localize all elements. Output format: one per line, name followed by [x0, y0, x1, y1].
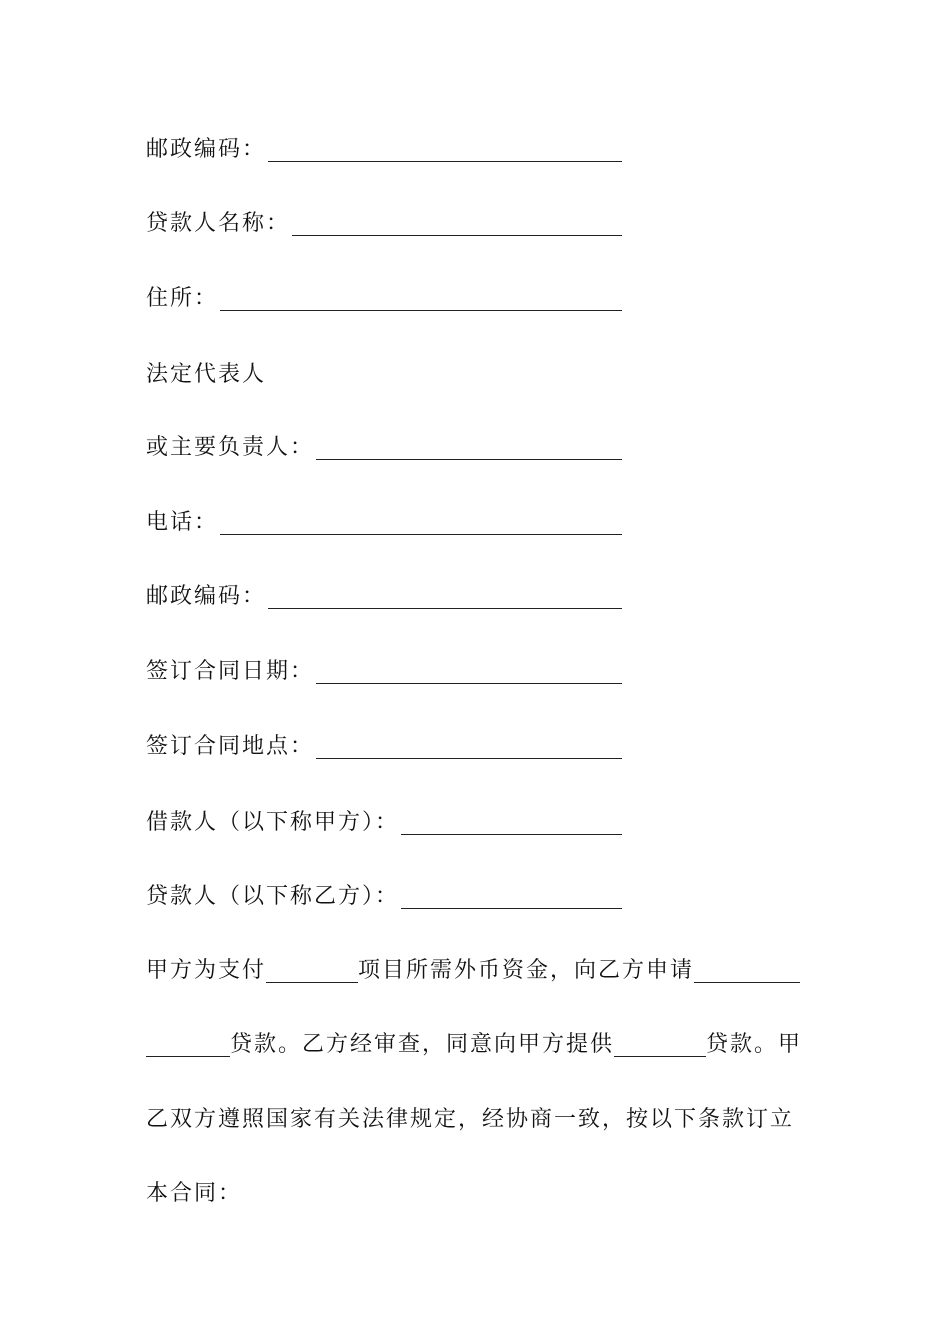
paragraph-text: 本合同：	[146, 1181, 243, 1206]
provided-loan-blank	[614, 1055, 706, 1057]
paragraph-text: 贷款。乙方经审查，同意向甲方提供	[230, 1032, 615, 1057]
postal-code-label: 邮政编码：	[146, 137, 267, 162]
project-blank	[266, 981, 358, 983]
legal-representative-label: 法定代表人	[146, 362, 267, 387]
principal-field	[146, 432, 622, 462]
paragraph-line-2	[146, 1029, 806, 1059]
lender-label: 贷款人（以下称乙方）：	[146, 884, 400, 909]
principal-blank	[316, 458, 622, 460]
postal-code-blank	[268, 607, 622, 609]
paragraph-line-3	[146, 1104, 806, 1134]
signing-date-blank	[316, 682, 622, 684]
postal-code-blank	[268, 160, 622, 162]
paragraph-text: 项目所需外币资金，向乙方申请	[358, 958, 695, 983]
postal-code-field-1	[146, 134, 622, 164]
signing-date-field	[146, 656, 622, 686]
lender-name-label: 贷款人名称：	[146, 211, 291, 236]
lender-name-blank	[292, 234, 622, 236]
lender-blank	[401, 907, 622, 909]
loan-type-blank-end	[146, 1055, 230, 1057]
paragraph-text: 贷款。甲	[706, 1032, 803, 1057]
lender-name-field	[146, 208, 622, 238]
address-label: 住所：	[146, 286, 219, 311]
signing-place-label: 签订合同地点：	[146, 734, 315, 759]
borrower-field	[146, 807, 622, 837]
loan-type-blank-start	[694, 981, 800, 983]
address-blank	[220, 309, 622, 311]
borrower-label: 借款人（以下称甲方）：	[146, 810, 400, 835]
paragraph-text: 甲方为支付	[146, 958, 267, 983]
address-field	[146, 283, 622, 313]
borrower-blank	[401, 833, 622, 835]
postal-code-field-2	[146, 581, 622, 611]
phone-label: 电话：	[146, 510, 219, 535]
principal-label: 或主要负责人：	[146, 435, 315, 460]
paragraph-line-4	[146, 1178, 806, 1208]
lender-field	[146, 881, 622, 911]
signing-place-field	[146, 731, 622, 761]
postal-code-label: 邮政编码：	[146, 584, 267, 609]
paragraph-text: 乙双方遵照国家有关法律规定，经协商一致，按以下条款订立	[146, 1107, 795, 1132]
phone-field	[146, 507, 622, 537]
paragraph-line-1	[146, 955, 806, 985]
phone-blank	[220, 533, 622, 535]
signing-place-blank	[316, 757, 622, 759]
signing-date-label: 签订合同日期：	[146, 659, 315, 684]
